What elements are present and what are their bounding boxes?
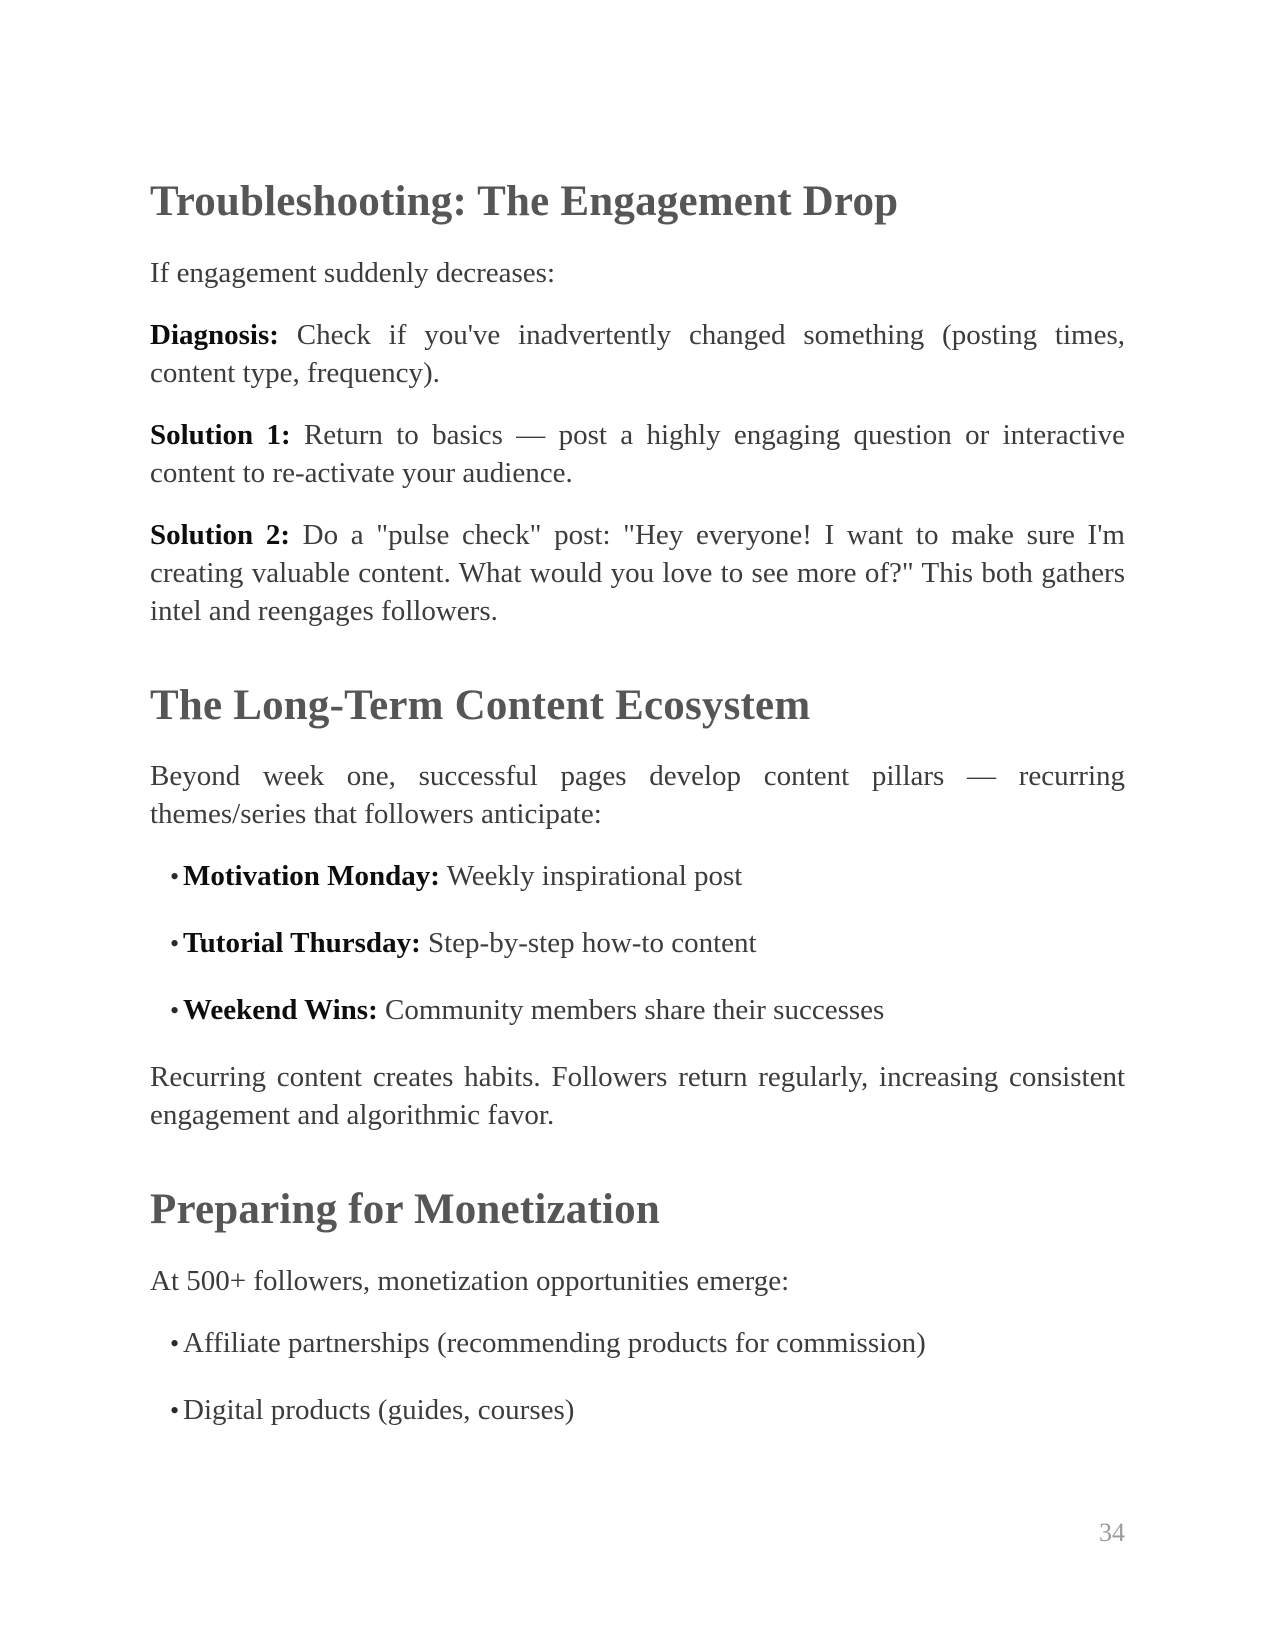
list-item-text: Step-by-step how-to content (420, 927, 757, 960)
list-item-text: Digital products (guides, courses) (183, 1393, 575, 1426)
paragraph-outro-ecosystem: Recurring content creates habits. Followers return regularly, increasing consistent engagement and algorithmic favor. (150, 1061, 1125, 1132)
list-item-tutorial-thursday (150, 924, 1125, 963)
bullet-marker: • (170, 1328, 180, 1358)
list-item-weekend-wins (150, 991, 1125, 1030)
solution-1-label: Solution 1: (150, 418, 291, 451)
paragraph-solution-2 (150, 516, 1125, 630)
bullet-marker: • (170, 1395, 180, 1425)
list-item-motivation-monday (150, 857, 1125, 896)
list-item-label: Tutorial Thursday: (183, 927, 421, 960)
document-content (150, 150, 1125, 1458)
list-item-text: Community members share their successes (377, 994, 885, 1027)
section-heading-monetization: Preparing for Monetization (150, 1186, 660, 1234)
bullet-marker: • (170, 996, 180, 1026)
bullet-marker: • (170, 862, 180, 892)
list-item-affiliate (150, 1324, 1125, 1363)
list-item-label: Motivation Monday: (183, 860, 440, 893)
solution-2-text: Do a "pulse check" post: "Hey everyone! I want to make sure I'm creating valuable content. What would you love to see more of?" This both gathers intel and reengages followers. (150, 518, 1125, 627)
paragraph-diagnosis (150, 316, 1125, 392)
solution-2-label: Solution 2: (150, 518, 290, 551)
diagnosis-text: Check if you've inadvertently changed something (posting times, content type, frequency). (150, 318, 1125, 389)
paragraph-solution-1 (150, 416, 1125, 492)
diagnosis-label: Diagnosis: (150, 318, 279, 351)
page-number: 34 (1099, 1518, 1125, 1547)
list-item-digital-products (150, 1391, 1125, 1430)
section-heading-troubleshooting: Troubleshooting: The Engagement Drop (150, 178, 899, 225)
bullet-marker: • (170, 929, 180, 959)
list-item-label: Weekend Wins: (183, 994, 378, 1027)
monetization-list (150, 1324, 1125, 1430)
list-item-text: Affiliate partnerships (recommending products for commission) (183, 1326, 926, 1359)
list-item-text: Weekly inspirational post (439, 860, 743, 893)
paragraph-intro-monetization: At 500+ followers, monetization opportunities emerge: (150, 1264, 790, 1297)
content-pillars-list (150, 857, 1125, 1030)
solution-1-text: Return to basics — post a highly engaging question or interactive content to re-activate your audience. (150, 418, 1125, 489)
paragraph-intro-troubleshooting: If engagement suddenly decreases: (150, 256, 556, 289)
paragraph-intro-ecosystem: Beyond week one, successful pages develop content pillars — recurring themes/series that followers anticipate: (150, 760, 1125, 831)
section-heading-ecosystem: The Long-Term Content Ecosystem (150, 681, 811, 729)
